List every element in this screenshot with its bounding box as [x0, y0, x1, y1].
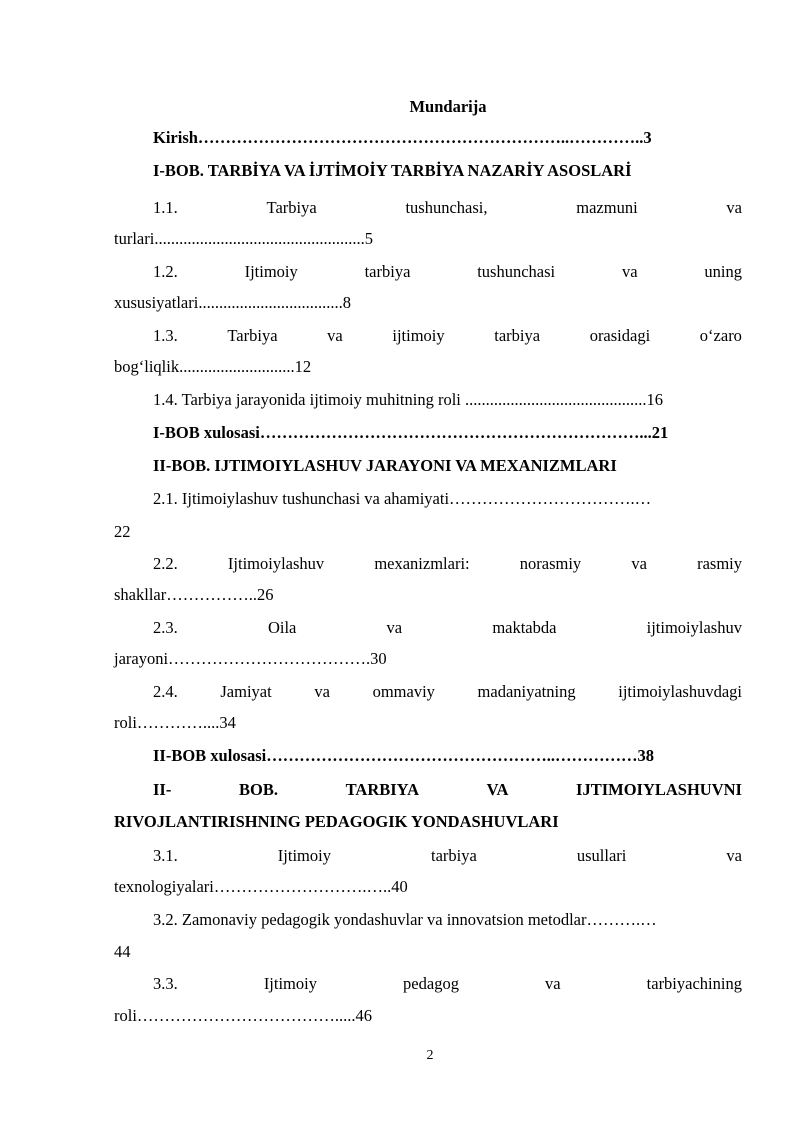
toc-entry-3-3-continuation: roli……………………………….....46 — [114, 1006, 373, 1025]
toc-word: va — [545, 974, 561, 993]
toc-word: mexanizmlari: — [374, 554, 470, 573]
toc-chapter-1-heading: I-BOB. TARBİYA VA İJTİMOİY TARBİYA NAZARİY ASOSLARİ — [153, 161, 632, 180]
toc-entry-1-3-continuation: bog‘liqlik............................12 — [114, 357, 312, 376]
toc-word: tarbiyachining — [646, 974, 742, 993]
toc-word: 1.2. — [153, 262, 178, 281]
toc-word: va — [386, 618, 403, 637]
toc-word: tarbiya — [431, 846, 477, 865]
toc-word: II- — [153, 780, 172, 799]
toc-word: 1.1. — [153, 198, 178, 217]
toc-entry-3-2: 3.2. Zamonaviy pedagogik yondashuvlar va innovatsion metodlar……….… — [153, 910, 657, 929]
toc-word: 3.1. — [153, 846, 178, 865]
toc-word: 3.3. — [153, 974, 178, 993]
toc-word: Jamiyat — [220, 682, 272, 701]
toc-title: Mundarija — [409, 97, 487, 116]
toc-word: IJTIMOIYLASHUVNI — [576, 780, 742, 799]
toc-entry-chapter-2-summary: II-BOB xulosasi……………………………………………..……………38 — [153, 746, 654, 765]
toc-entry-1-2 — [153, 262, 742, 282]
toc-word: 2.2. — [153, 554, 178, 573]
toc-chapter-3-heading-continuation: RIVOJLANTIRISHNING PEDAGOGIK YONDASHUVLARI — [114, 812, 559, 831]
toc-entry-2-3 — [153, 618, 742, 638]
toc-word: 2.4. — [153, 682, 178, 701]
toc-word: ijtimoiylashuv — [646, 618, 742, 637]
toc-entry-1-1-continuation: turlari...................................................5 — [114, 229, 373, 248]
toc-word: uning — [704, 262, 742, 281]
toc-word: madaniyatning — [477, 682, 576, 701]
toc-word: norasmiy — [519, 554, 582, 573]
toc-word: 1.3. — [153, 326, 178, 345]
toc-chapter-3-heading — [153, 780, 742, 800]
toc-word: usullari — [576, 846, 627, 865]
toc-word: o‘zaro — [699, 326, 742, 345]
toc-word: tushunchasi — [477, 262, 556, 281]
toc-word: VA — [486, 780, 509, 799]
toc-word: Ijtimoiylashuv — [227, 554, 325, 573]
toc-word: va — [621, 262, 638, 281]
toc-word: ijtimoiylashuvdagi — [618, 682, 742, 701]
toc-word: tushunchasi, — [405, 198, 488, 217]
toc-word: orasidagi — [589, 326, 651, 345]
toc-word: mazmuni — [576, 198, 638, 217]
toc-word: BOB. — [239, 780, 278, 799]
toc-word: va — [327, 326, 343, 345]
toc-word: 2.3. — [153, 618, 178, 637]
toc-word: rasmiy — [697, 554, 742, 573]
toc-entry-3-1 — [153, 846, 742, 866]
toc-entry-1-2-continuation: xususiyatlari...................................8 — [114, 293, 351, 312]
toc-chapter-2-heading: II-BOB. IJTIMOIYLASHUV JARAYONI VA MEXANIZMLARI — [153, 456, 617, 475]
toc-word: TARBIYA — [345, 780, 419, 799]
toc-entry-3-3 — [153, 974, 742, 994]
toc-word: ommaviy — [372, 682, 435, 701]
toc-word: maktabda — [492, 618, 557, 637]
toc-entry-1-3 — [153, 326, 742, 346]
toc-entry-2-1-page: 22 — [114, 522, 131, 541]
toc-word: Ijtimoiy — [277, 846, 331, 865]
toc-word: Oila — [267, 618, 297, 637]
toc-entry-2-3-continuation: jarayoni……………………………….30 — [114, 649, 387, 668]
toc-word: va — [314, 682, 330, 701]
toc-word: Ijtimoiy — [263, 974, 317, 993]
toc-entry-kirish: Kirish…………………………………………………………..…………..3 — [153, 128, 652, 147]
toc-entry-chapter-1-summary: I-BOB xulosasi……………………………………………………………...21 — [153, 423, 669, 442]
toc-entry-2-2 — [153, 554, 742, 574]
toc-entry-3-2-page: 44 — [114, 942, 131, 961]
toc-entry-2-1: 2.1. Ijtimoiylashuv tushunchasi va ahamiyati…………………………….… — [153, 489, 652, 508]
toc-word: va — [726, 198, 742, 217]
toc-word: va — [726, 846, 742, 865]
toc-entry-2-4 — [153, 682, 742, 702]
toc-entry-3-1-continuation: texnologiyalari……………………….…..40 — [114, 877, 408, 896]
toc-word: tarbiya — [494, 326, 541, 345]
toc-entry-1-4: 1.4. Tarbiya jarayonida ijtimoiy muhitning roli ............................................16 — [153, 390, 663, 409]
toc-word: va — [631, 554, 647, 573]
toc-entry-2-2-continuation: shakllar……………..26 — [114, 585, 274, 604]
toc-word: tarbiya — [364, 262, 411, 281]
toc-word: Tarbiya — [227, 326, 278, 345]
page-number: 2 — [426, 1048, 434, 1063]
toc-word: Ijtimoiy — [244, 262, 298, 281]
toc-entry-1-1 — [153, 198, 742, 218]
toc-word: ijtimoiy — [392, 326, 445, 345]
toc-word: pedagog — [403, 974, 459, 993]
toc-entry-2-4-continuation: roli…………....34 — [114, 713, 236, 732]
toc-word: Tarbiya — [266, 198, 317, 217]
